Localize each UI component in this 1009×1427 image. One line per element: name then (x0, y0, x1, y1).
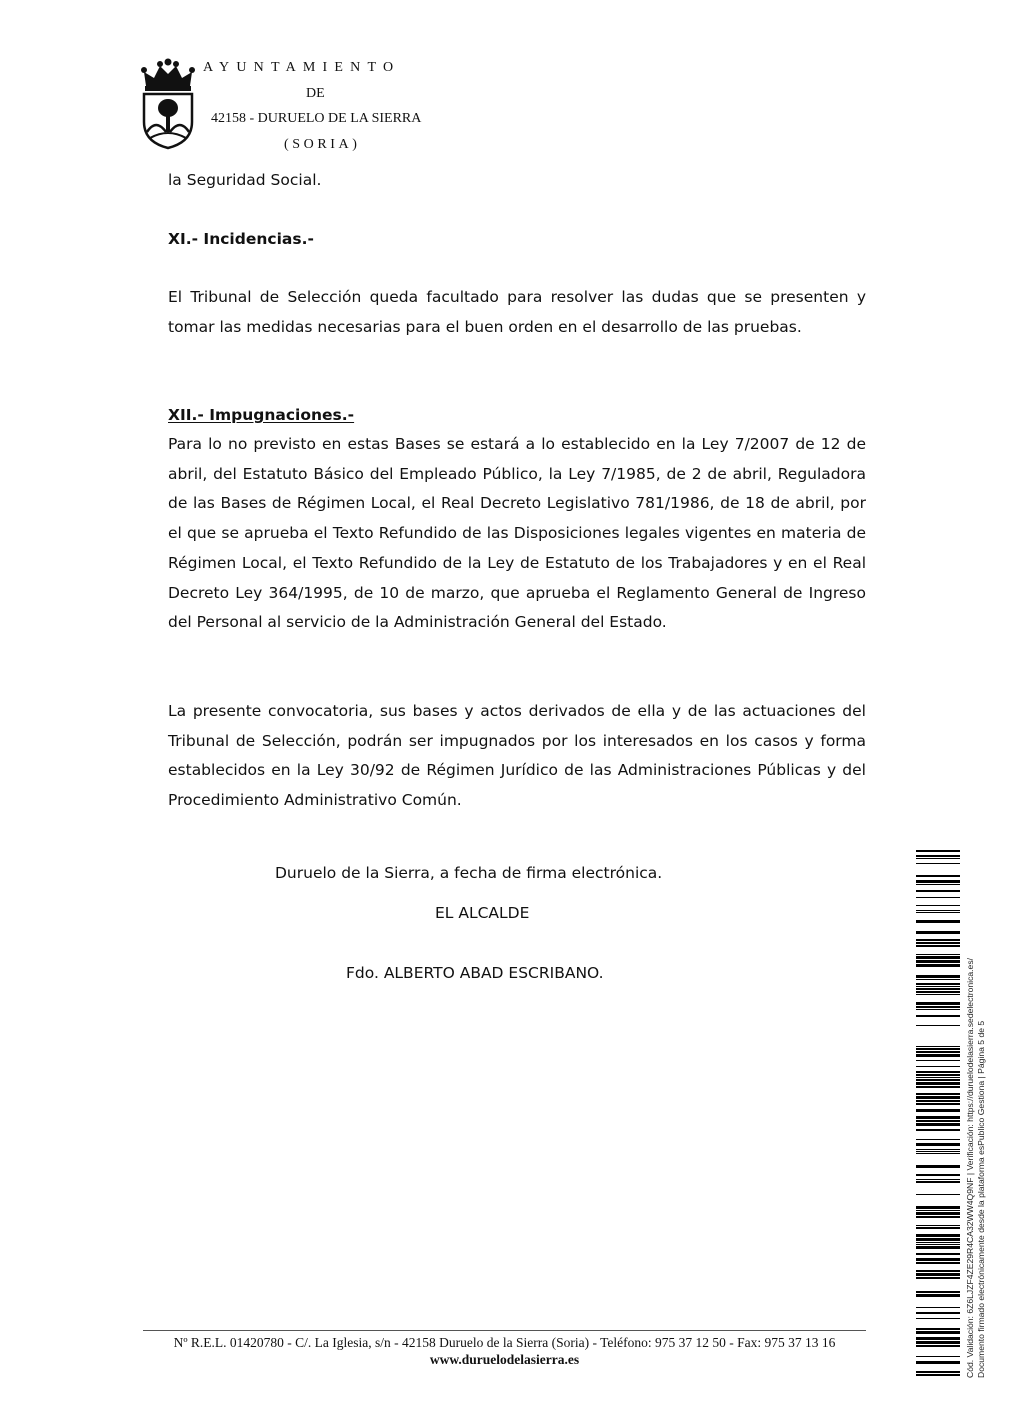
signature-place-date: Duruelo de la Sierra, a fecha de firma electrónica. (275, 864, 663, 882)
municipality-town: 42158 - DURUELO DE LA SIERRA (211, 111, 422, 126)
section-xii-heading: XII.- Impugnaciones.- (168, 406, 355, 424)
municipality-title: AYUNTAMIENTO (203, 60, 401, 75)
footer-address: Nº R.E.L. 01420780 - C/. La Iglesia, s/n - 42158 Duruelo de la Sierra (Soria) - Teléfono: 975 37 12 50 - Fax: 975 37 13 16 (173, 1335, 836, 1350)
section-xi-heading: XI.- Incidencias.- (168, 230, 314, 248)
municipality-province: (SORIA) (284, 137, 361, 152)
signature-name: Fdo. ALBERTO ABAD ESCRIBANO. (346, 964, 604, 982)
validation-text (965, 858, 987, 1378)
section-xii-paragraph-2: La presente convocatoria, sus bases y actos derivados de ella y de las actuaciones del Tribunal de Selección, podrán ser impugnados por los interesados en los casos y forma establecidos en la Ley 30/92 de Régimen Jurídico de las Administraciones Públicas y del Procedimiento Administrativo Común. (168, 702, 866, 810)
barcode-icon (916, 850, 960, 1378)
footer-website[interactable]: www.duruelodelasierra.es (429, 1352, 580, 1367)
validation-line-1: Cód. Validación: 6Z6LJZF4ZE29R4CA32WW4Q9NF | Verificación: https://duruelodelasierra.sedelectronica.es/ (965, 957, 975, 1378)
validation-line-2: Documento firmado electrónicamente desde la plataforma esPublico Gestiona | Página 5 de 5 (976, 1020, 986, 1378)
coat-of-arms-icon (140, 58, 196, 150)
municipality-de: DE (306, 86, 325, 101)
signature-title: EL ALCALDE (435, 904, 530, 922)
section-xi-paragraph: El Tribunal de Selección queda facultado para resolver las dudas que se presenten y tomar las medidas necesarias para el buen orden en el desarrollo de las pruebas. (168, 288, 866, 336)
footer-divider (143, 1330, 866, 1331)
carryover-text: la Seguridad Social. (168, 171, 322, 189)
section-xii-paragraph-1: Para lo no previsto en estas Bases se estará a lo establecido en la Ley 7/2007 de 12 de abril, del Estatuto Básico del Empleado Público, la Ley 7/1985, de 2 de abril, Reguladora de las Bases de Régimen Local, el Real Decreto Legislativo 781/1986, de 18 de abril, por el que se aprueba el Texto Refundido de las Disposiciones legales vigentes en materia de Régimen Local, el Texto Refundido de la Ley de Estatuto de los Trabajadores y en el Real Decreto Ley 364/1995, de 10 de marzo, que aprueba el Reglamento General de Ingreso del Personal al servicio de la Administración General del Estado. (168, 435, 866, 632)
